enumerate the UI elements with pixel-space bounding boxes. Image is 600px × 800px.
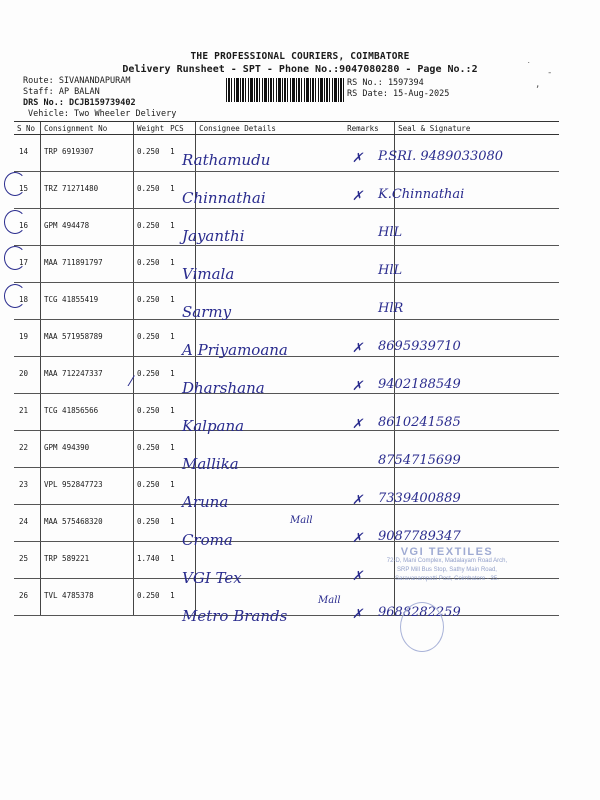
pen-circle (4, 210, 26, 234)
pcs-cell: 1 (167, 505, 196, 542)
weight-cell: 0.250 (134, 320, 168, 357)
rs-number: RS No.: 1597394 (347, 78, 424, 88)
signature-handwriting: 8754715699 (378, 453, 461, 468)
sno-cell: 15 (14, 172, 41, 209)
sno-cell: 14 (14, 135, 41, 172)
stamp-brand: VGI TEXTILES (400, 546, 494, 558)
pcs-cell: 1 (167, 468, 196, 505)
sno-cell: 26 (14, 579, 41, 616)
signature-handwriting: 7339400889 (378, 491, 461, 506)
remark-mark: ✗ (352, 341, 363, 356)
pcs-cell: 1 (167, 357, 196, 394)
weight-cell: 0.250 (134, 505, 168, 542)
col-remarks: Remarks (344, 122, 395, 135)
weight-cell: 0.250 (134, 135, 168, 172)
stamp-address-line: Saravanampatti Post, Coimbatore - 35. (395, 576, 499, 582)
remark-mark: ✗ (352, 151, 363, 166)
col-consignment: Consignment No (41, 122, 134, 135)
consignee-handwriting: Croma (182, 531, 233, 549)
company-stamp (372, 548, 522, 584)
consignment-cell: MAA 712247337 (41, 357, 134, 394)
table-row (14, 209, 559, 246)
signature-handwriting: 8695939710 (378, 339, 461, 354)
runsheet-subtitle: Delivery Runsheet - SPT - Phone No.:9047080280 - Page No.:2 (122, 64, 478, 75)
consignee-handwriting: Vimala (182, 265, 235, 283)
weight-cell: 0.250 (134, 283, 168, 320)
col-pcs: PCS (167, 122, 196, 135)
rs-date: RS Date: 15-Aug-2025 (347, 89, 450, 99)
scan-speck: - (547, 68, 553, 78)
sno-cell: 17 (14, 246, 41, 283)
signature-cell (395, 246, 559, 283)
company-title: THE PROFESSIONAL COURIERS, COIMBATORE (190, 51, 410, 62)
sno-cell: 24 (14, 505, 41, 542)
pcs-cell: 1 (167, 394, 196, 431)
consignment-cell: TRP 589221 (41, 542, 134, 579)
table-row (14, 394, 559, 431)
signature-cell (395, 209, 559, 246)
pcs-cell: 1 (167, 320, 196, 357)
signature-handwriting: 9688282259 (378, 605, 461, 620)
consignment-cell: MAA 711891797 (41, 246, 134, 283)
weight-cell: 0.250 (134, 394, 168, 431)
route-label: Route: SIVANANDAPURAM (23, 76, 131, 86)
signature-handwriting: HlL (378, 263, 403, 278)
stamp-address-line: SRP Mill Bus Stop, Sathy Main Road, (397, 567, 497, 573)
remark-mark: ✗ (352, 607, 363, 622)
pen-circle (4, 284, 26, 308)
consignment-cell: GPM 494390 (41, 431, 134, 468)
table-row (14, 246, 559, 283)
col-sno: S No (14, 122, 41, 135)
sno-cell: 21 (14, 394, 41, 431)
weight-cell: 0.250 (134, 468, 168, 505)
signature-handwriting: HlR (378, 301, 404, 316)
pcs-cell: 1 (167, 542, 196, 579)
consignee-handwriting: Dharshana (182, 379, 265, 397)
consignment-cell: TRZ 71271480 (41, 172, 134, 209)
consignee-handwriting: Mallika (182, 455, 239, 473)
scan-speck: , (535, 80, 541, 90)
pcs-cell: 1 (167, 135, 196, 172)
table-row (14, 357, 559, 394)
pcs-cell: 1 (167, 283, 196, 320)
pcs-cell: 1 (167, 431, 196, 468)
barcode (226, 78, 344, 102)
pcs-cell: 1 (167, 172, 196, 209)
consignment-cell: VPL 952847723 (41, 468, 134, 505)
table-header-row (14, 122, 559, 135)
remark-mark: ✗ (352, 189, 363, 204)
pcs-cell: 1 (167, 579, 196, 616)
remark-mark: ✗ (352, 569, 363, 584)
table-row (14, 283, 559, 320)
consignment-cell: TCG 41856566 (41, 394, 134, 431)
table-row (14, 431, 559, 468)
signature-cell (395, 283, 559, 320)
pcs-cell: 1 (167, 246, 196, 283)
consignee-handwriting: Jayanthi (182, 227, 245, 245)
weight-cell: 0.250 (134, 209, 168, 246)
note-mall: Mall (318, 595, 341, 606)
consignment-cell: GPM 494478 (41, 209, 134, 246)
consignment-cell: TRP 6919307 (41, 135, 134, 172)
col-consignee: Consignee Details (196, 122, 345, 135)
weight-cell: 0.250 (134, 357, 168, 394)
pen-circle (4, 246, 26, 270)
sno-cell: 18 (14, 283, 41, 320)
col-weight: Weight (134, 122, 168, 135)
consignee-handwriting: VGI Tex (182, 569, 242, 587)
round-seal (400, 602, 444, 652)
signature-handwriting: K.Chinnathai (378, 187, 465, 202)
table-row (14, 468, 559, 505)
drs-number: DRS No.: DCJB159739402 (23, 98, 136, 108)
weight-cell: 0.250 (134, 579, 168, 616)
delivery-table (14, 121, 559, 616)
note-mall: Mall (290, 515, 313, 526)
pen-circle (4, 172, 26, 196)
signature-handwriting: HlL (378, 225, 403, 240)
sno-cell: 23 (14, 468, 41, 505)
consignee-handwriting: Sarmy (182, 303, 232, 321)
sno-cell: 20 (14, 357, 41, 394)
signature-handwriting: 8610241585 (378, 415, 461, 430)
remark-mark: ✗ (352, 493, 363, 508)
consignee-handwriting: Rathamudu (182, 151, 271, 169)
signature-handwriting: 9087789347 (378, 529, 461, 544)
vehicle-label: Vehicle: Two Wheeler Delivery (28, 109, 177, 119)
signature-handwriting: 9402188549 (378, 377, 461, 392)
col-signature: Seal & Signature (395, 122, 559, 135)
remark-mark: ✗ (352, 531, 363, 546)
consignment-cell: MAA 571958789 (41, 320, 134, 357)
weight-cell: 0.250 (134, 246, 168, 283)
stamp-address-line: 72-D, Mani Complex, Madalayam Road Arch, (386, 558, 508, 564)
consignee-handwriting: Chinnathai (182, 189, 266, 207)
pen-tick: ⁄ (130, 374, 133, 390)
table-row (14, 505, 559, 542)
pcs-cell: 1 (167, 209, 196, 246)
remark-mark: ✗ (352, 379, 363, 394)
staff-label: Staff: AP BALAN (23, 87, 100, 97)
remark-mark: ✗ (352, 417, 363, 432)
consignee-handwriting: Metro Brands (182, 607, 288, 625)
table-row (14, 172, 559, 209)
weight-cell: 0.250 (134, 431, 168, 468)
consignment-cell: TVL 4785378 (41, 579, 134, 616)
sno-cell: 22 (14, 431, 41, 468)
weight-cell: 0.250 (134, 172, 168, 209)
signature-handwriting: P.SRI. 9489033080 (378, 149, 504, 164)
consignee-handwriting: Kalpana (182, 417, 245, 435)
sno-cell: 25 (14, 542, 41, 579)
sno-cell: 16 (14, 209, 41, 246)
scan-speck: ˙ (526, 62, 532, 72)
consignee-handwriting: Aruna (182, 493, 229, 511)
consignee-handwriting: A Priyamoana (182, 341, 288, 359)
weight-cell: 1.740 (134, 542, 168, 579)
consignment-cell: MAA 575468320 (41, 505, 134, 542)
consignment-cell: TCG 41855419 (41, 283, 134, 320)
sno-cell: 19 (14, 320, 41, 357)
